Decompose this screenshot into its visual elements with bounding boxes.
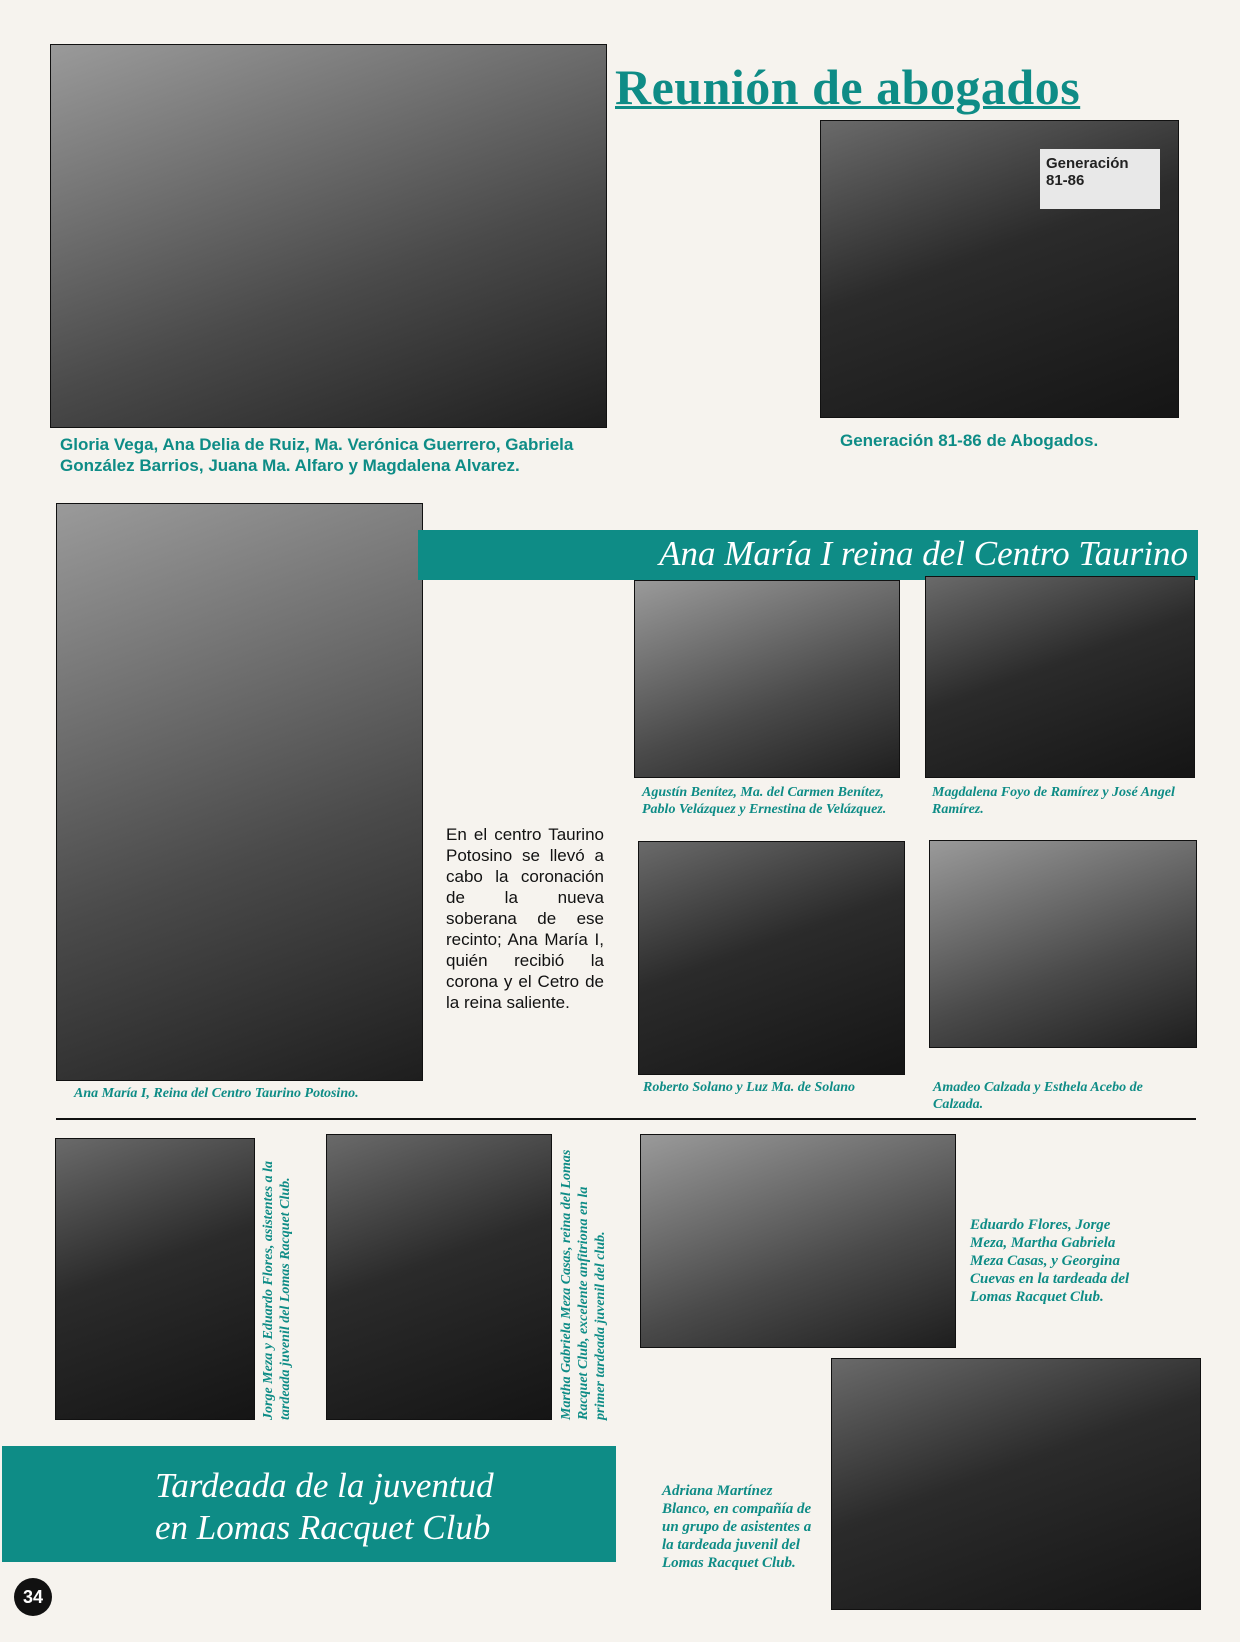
photo-benitez-velazquez xyxy=(634,580,900,778)
photo-meza-flores xyxy=(55,1138,255,1420)
photo-lawyers-women-group xyxy=(50,44,607,428)
caption-generation: Generación 81-86 de Abogados. xyxy=(840,431,1099,450)
page-number: 34 xyxy=(14,1578,52,1616)
photo-ana-maria-queen xyxy=(56,503,423,1081)
caption-martha-meza: Martha Gabriela Meza Casas, reina del Lomas Racquet Club, excelente anfitriona en la primer tardeada juvenil del club. xyxy=(559,1149,608,1420)
heading-youth-line1: Tardeada de la juventud xyxy=(155,1466,494,1505)
caption-adriana: Adriana Martínez Blanco, en compañía de un grupo de asistentes a la tardeada juvenil del Lomas Racquet Club. xyxy=(662,1483,812,1571)
caption-ana-maria: Ana María I, Reina del Centro Taurino Potosino. xyxy=(74,1086,359,1101)
caption-meza-flores: Jorge Meza y Eduardo Flores, asistentes a la tardeada juvenil del Lomas Racquet Club. xyxy=(261,1160,293,1420)
caption-calzada: Amadeo Calzada y Esthela Acebo de Calzada. xyxy=(933,1080,1143,1112)
section-divider xyxy=(56,1118,1196,1120)
photo-generation-81-86 xyxy=(820,120,1179,418)
photo-solano xyxy=(638,841,905,1075)
generation-banner: Generación 81-86 xyxy=(1040,149,1160,209)
caption-foyo: Magdalena Foyo de Ramírez y José Angel Ramírez. xyxy=(932,785,1175,817)
caption-lawyers-women: Gloria Vega, Ana Delia de Ruiz, Ma. Verónica Guerrero, Gabriela González Barrios, Juana Ma. Alfaro y Magdalena Alvarez. xyxy=(60,435,574,475)
caption-benitez: Agustín Benítez, Ma. del Carmen Benítez, Pablo Velázquez y Ernestina de Velázquez. xyxy=(642,785,887,817)
heading-taurino: Ana María I reina del Centro Taurino xyxy=(659,534,1188,573)
heading-band-taurino xyxy=(418,530,1198,580)
photo-martha-meza xyxy=(326,1134,552,1420)
photo-group-four xyxy=(640,1134,956,1348)
photo-foyo-ramirez xyxy=(925,576,1195,778)
caption-solano: Roberto Solano y Luz Ma. de Solano xyxy=(643,1080,855,1095)
photo-adriana-group xyxy=(831,1358,1201,1610)
caption-group-four: Eduardo Flores, Jorge Meza, Martha Gabriela Meza Casas, y Georgina Cuevas en la tardeada del Lomas Racquet Club. xyxy=(970,1217,1130,1305)
heading-band-youth xyxy=(2,1446,616,1562)
heading-youth-line2: en Lomas Racquet Club xyxy=(155,1508,491,1547)
section-title-lawyers: Reunión de abogados xyxy=(615,59,1081,115)
photo-calzada xyxy=(929,840,1197,1048)
body-text-taurino: En el centro Taurino Potosino se llevó a cabo la coronación de la nueva soberana de ese recinto; Ana María I, quién recibió la corona y el Cetro de la reina saliente. xyxy=(446,825,604,1012)
